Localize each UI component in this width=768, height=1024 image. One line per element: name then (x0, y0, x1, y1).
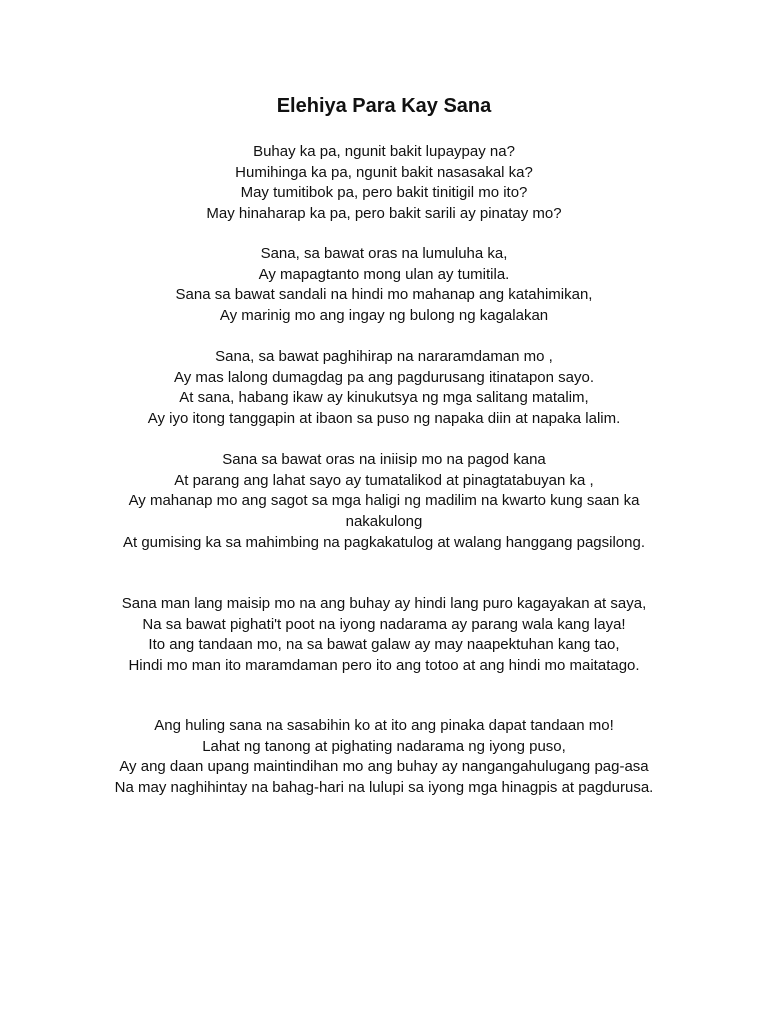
poem-title: Elehiya Para Kay Sana (276, 95, 492, 117)
poem-line: At sana, habang ikaw ay kinukutsya ng mga salitang matalim, (179, 389, 589, 407)
poem-line: Sana sa bawat sandali na hindi mo mahanap ang katahimikan, (175, 286, 593, 304)
poem-line: At gumising ka sa mahimbing na pagkakatulog at walang hanggang pagsilong. (122, 533, 646, 551)
poem-line: Sana, sa bawat oras na lumuluha ka, (260, 245, 508, 262)
stanza-3 (0, 347, 768, 430)
poem-line: Ay mas lalong dumagdag pa ang pagdurusang itinatapon sayo. (173, 368, 595, 386)
poem-line: Ang huling sana na sasabihin ko at ito ang pinaka dapat tandaan mo! (154, 717, 614, 734)
stanza-6 (0, 716, 768, 799)
poem-line: Na may naghihintay na bahag-hari na lulupi sa iyong mga hinagpis at pagdurusa. (114, 779, 654, 797)
poem-line: Sana sa bawat oras na iniisip mo na pagod kana (222, 451, 546, 468)
stanza-1 (0, 142, 768, 225)
stanza-2 (0, 244, 768, 327)
poem-line: Ito ang tandaan mo, na sa bawat galaw ay may naapektuhan kang tao, (148, 636, 620, 654)
poem-line: May hinaharap ka pa, pero bakit sarili ay pinatay mo? (206, 205, 562, 223)
stanza-5 (0, 594, 768, 677)
poem-line: Na sa bawat pighati't poot na iyong nadarama ay parang wala kang laya! (142, 615, 626, 633)
stanza-4 (0, 450, 768, 554)
poem-line: Ay mapagtanto mong ulan ay tumitila. (258, 265, 510, 283)
poem-line: Ay ang daan upang maintindihan mo ang buhay ay nangangahulugang pag-asa (119, 758, 649, 776)
poem-line: May tumitibok pa, pero bakit tinitigil mo ito? (240, 184, 528, 202)
poem-line: Hindi mo man ito maramdaman pero ito ang totoo at ang hindi mo maitatago. (128, 657, 640, 675)
poem-line: Ay mahanap mo ang sagot sa mga haligi ng madilim na kwarto kung saan ka (128, 492, 640, 510)
poem-line: Ay marinig mo ang ingay ng bulong ng kagalakan (219, 307, 549, 325)
poem-line: Ay iyo itong tanggapin at ibaon sa puso ng napaka diin at napaka lalim. (147, 410, 621, 428)
poem-line: At parang ang lahat sayo ay tumatalikod at pinagtatabuyan ka , (174, 471, 594, 489)
poem-line: Humihinga ka pa, ngunit bakit nasasakal ka? (235, 163, 533, 181)
poem-line: Lahat ng tanong at pighating nadarama ng iyong puso, (202, 737, 566, 755)
poem-line: Buhay ka pa, ngunit bakit lupaypay na? (253, 143, 515, 160)
poem-line: Sana, sa bawat paghihirap na nararamdaman mo , (215, 348, 553, 365)
poem-line: Sana man lang maisip mo na ang buhay ay hindi lang puro kagayakan at saya, (121, 595, 647, 612)
poem-line: nakakulong (345, 513, 423, 531)
